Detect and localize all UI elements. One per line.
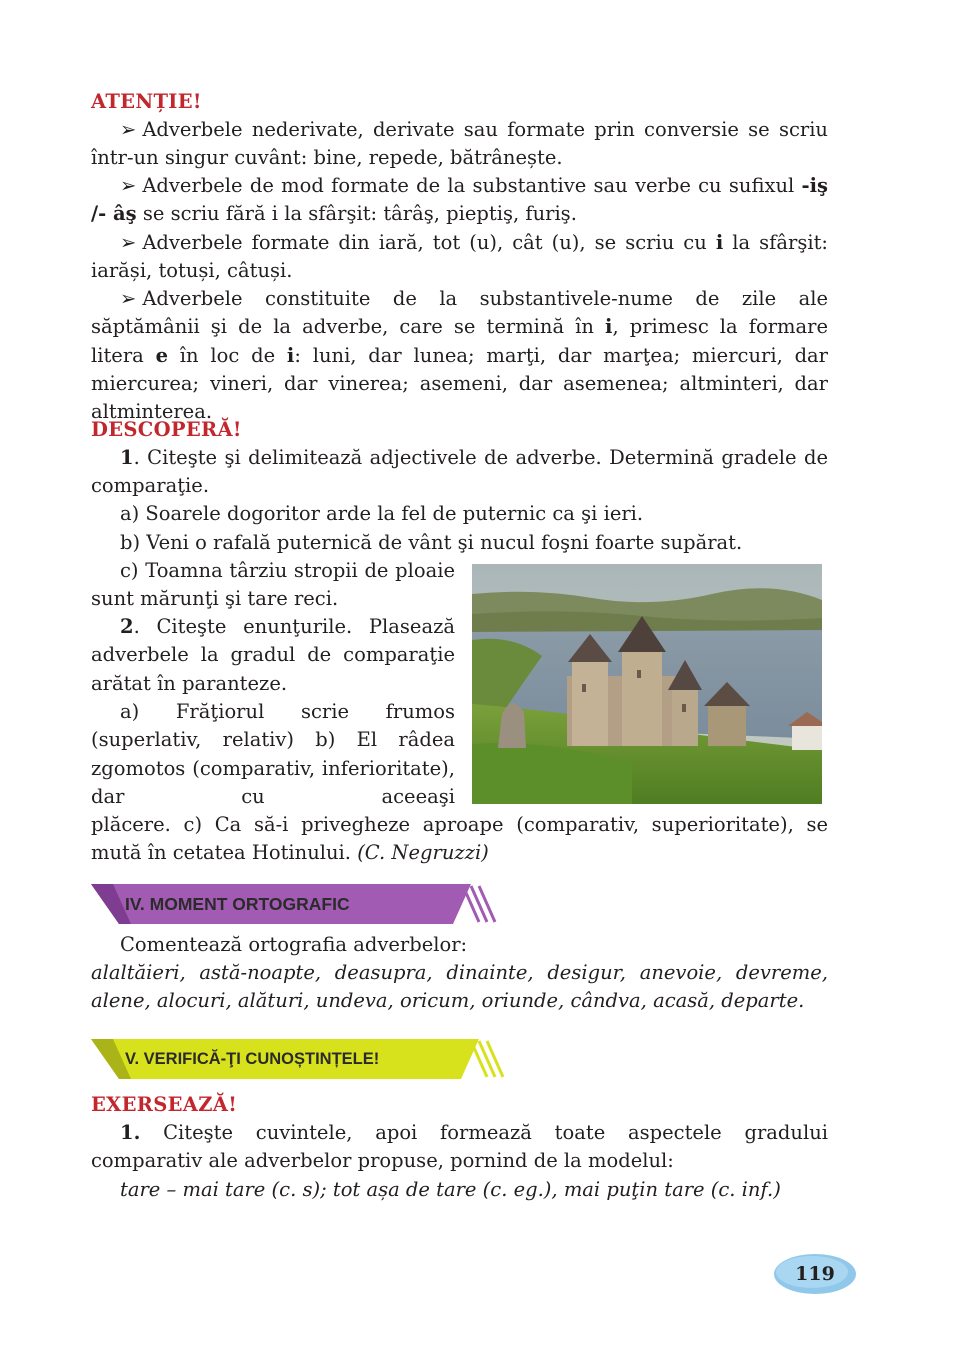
discover-ex2-tail: plăcere. c) Ca să-i privegheze aproape (comparativ, superioritate), se mută în cetatea Hotinului. (C. Negruzzi) <box>91 813 828 865</box>
arrow-bullet-icon: ➢ <box>120 174 137 197</box>
page-number-badge <box>772 1252 858 1296</box>
attention-heading: ATENȚIE! <box>91 90 202 113</box>
exercise-heading: EXERSEAZĂ! <box>91 1093 238 1116</box>
attention-bullet-4: ➢ Adverbele constituite de la substantivele-nume de zile ale săptămânii şi de la adverbe, care se termină în i, primesc la formare litera e în loc de i: luni, dar lunea; marţi, dar marţea; miercuri, dar miercurea; vineri, dar vinerea; asemeni, dar asemenea; altminteri, dar altminterea. <box>91 287 828 424</box>
section-iv-words: alaltăieri, astă-noapte, deasupra, dinainte, desigur, anevoie, devreme, alene, alocuri, alături, undeva, oricum, oriunde, cândva, acasă, departe. <box>91 961 828 1013</box>
castle-photo <box>472 564 822 804</box>
arrow-bullet-icon: ➢ <box>120 231 137 254</box>
exercise-1: 1. Citeşte cuvintele, apoi formează toate aspectele gradului comparativ ale adverbelor propuse, pornind de la modelul: <box>91 1121 828 1173</box>
discover-ex1-item-a: a) Soarele dogoritor arde la fel de puternic ca şi ieri. <box>120 502 644 525</box>
attention-bullet-2: ➢ Adverbele de mod formate de la substantive sau verbe cu sufixul -iş /- âş se scriu fără i la sfârşit: târâş, pieptiş, furiş. <box>91 174 828 226</box>
section-v-banner <box>91 1039 509 1079</box>
discover-ex1-item-b: b) Veni o rafală puternică de vânt şi nucul foşni foarte supărat. <box>120 531 743 554</box>
discover-exercise-2: 2. Citeşte enunţurile. Plasează adverbele la gradul de comparaţie arătat în paranteze. <box>91 615 455 695</box>
discover-exercise-1: 1. Citeşte şi delimitează adjectivele de adverbe. Determină gradele de comparaţie. <box>91 446 828 498</box>
section-iv-banner <box>91 884 501 924</box>
discover-heading: DESCOPERĂ! <box>91 418 242 441</box>
attention-bullet-3: ➢ Adverbele formate din iară, tot (u), cât (u), se scriu cu i la sfârşit: iarăși, totuși, câtuși. <box>91 231 828 283</box>
attention-bullet-1: ➢ Adverbele nederivate, derivate sau formate prin conversie se scriu într-un singur cuvânt: bine, repede, bătrânește. <box>91 118 828 170</box>
discover-ex1-item-c: c) Toamna târziu stropii de ploaie sunt mărunţi şi tare reci. <box>91 559 455 611</box>
page-number: 119 <box>795 1263 835 1285</box>
discover-ex2-body: a) Frăţiorul scrie frumos (superlativ, relativ) b) El râdea zgomotos (comparativ, inferioritate), dar cu aceeaşi <box>91 700 455 808</box>
arrow-bullet-icon: ➢ <box>120 287 137 310</box>
arrow-bullet-icon: ➢ <box>120 118 137 141</box>
section-iv-intro: Comentează ortografia adverbelor: <box>120 933 468 956</box>
section-v-title: V. VERIFICĂ-ŢI CUNOȘTINȚELE! <box>125 1050 380 1068</box>
section-iv-title: IV. MOMENT ORTOGRAFIC <box>125 894 350 914</box>
exercise-model: tare – mai tare (c. s); tot așa de tare (c. eg.), mai puţin tare (c. inf.) <box>120 1178 781 1201</box>
